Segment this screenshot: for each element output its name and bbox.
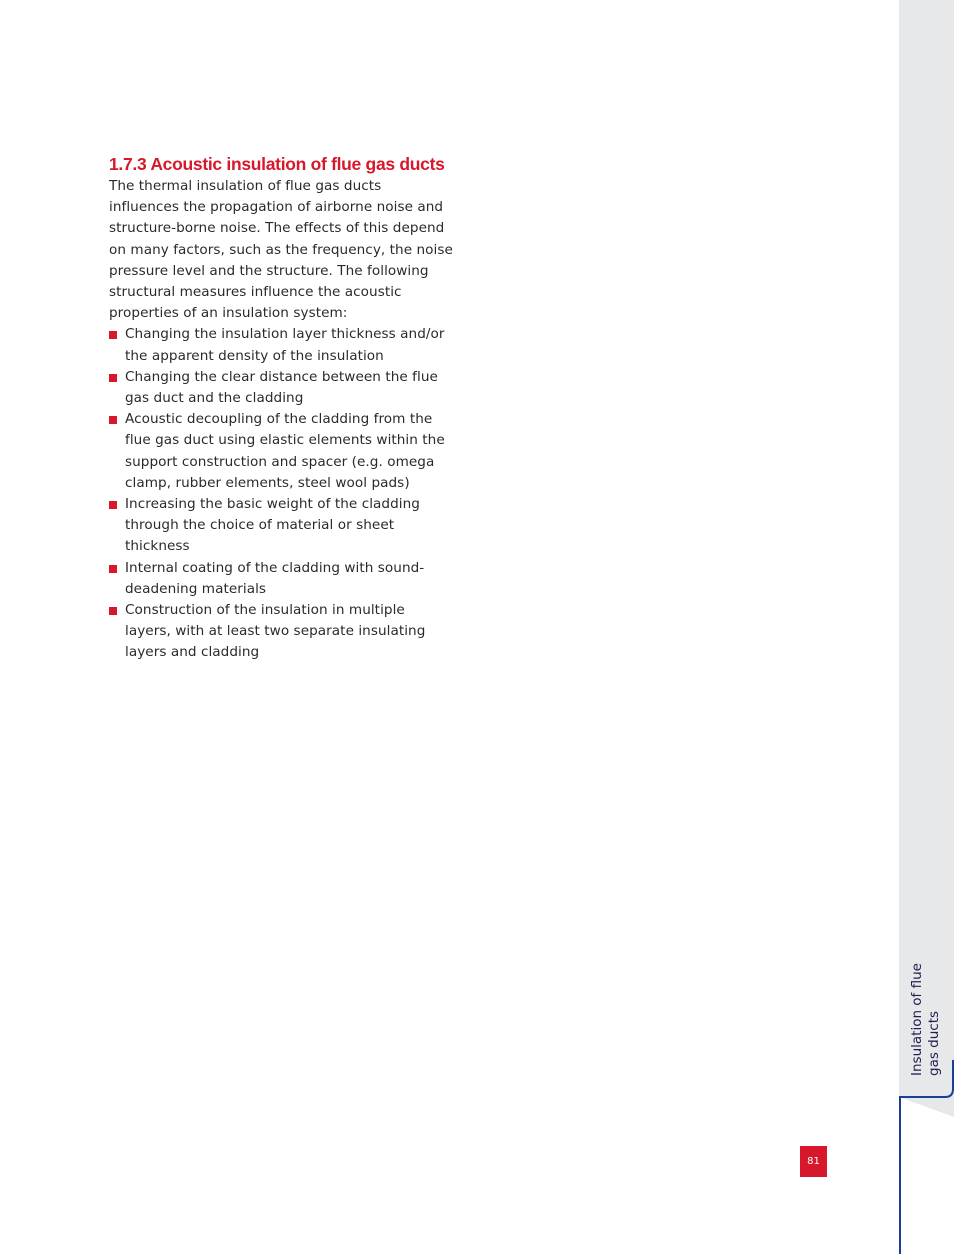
bullet-square-icon [109, 565, 117, 573]
list-item-text: Acoustic decoupling of the cladding from the flue gas duct using elastic elements within the support construction and spacer (e.g. omega clamp, rubber elements, steel wool pads) [125, 411, 445, 491]
list-item [109, 494, 454, 558]
bullet-square-icon [109, 416, 117, 424]
list-item-text: Internal coating of the cladding with sound-deadening materials [125, 559, 425, 597]
bullet-square-icon [109, 607, 117, 615]
list-item [109, 558, 454, 600]
page-number: 81 [800, 1146, 827, 1177]
list-item-text: Changing the clear distance between the flue gas duct and the cladding [125, 368, 438, 407]
list-item [109, 600, 454, 664]
section-heading: 1.7.3 Acoustic insulation of flue gas ducts [109, 154, 445, 174]
sidebar-tab-cutout [899, 1097, 954, 1254]
intro-paragraph: The thermal insulation of flue gas ducts influences the propagation of airborne noise and structure-borne noise. The effects of this depend on many factors, such as the frequency, the noise pressure level and the structure. The following structural measures influence the acoustic properties of an insulation system: [109, 178, 453, 322]
list-item-text: Changing the insulation layer thickness and/or the apparent density of the insulation [125, 326, 445, 364]
list-item-text: Construction of the insulation in multiple layers, with at least two separate insulating layers and cladding [125, 602, 426, 661]
bullet-square-icon [109, 501, 117, 509]
list-item [109, 367, 454, 409]
list-item [109, 409, 454, 494]
bullet-square-icon [109, 331, 117, 339]
list-item [109, 324, 454, 366]
main-content [109, 153, 454, 664]
sidebar-tab-label[interactable]: Insulation of flue gas ducts [909, 963, 942, 1076]
measures-list [109, 324, 454, 663]
list-item-text: Increasing the basic weight of the cladding through the choice of material or sheet thickness [125, 496, 420, 555]
bullet-square-icon [109, 374, 117, 382]
